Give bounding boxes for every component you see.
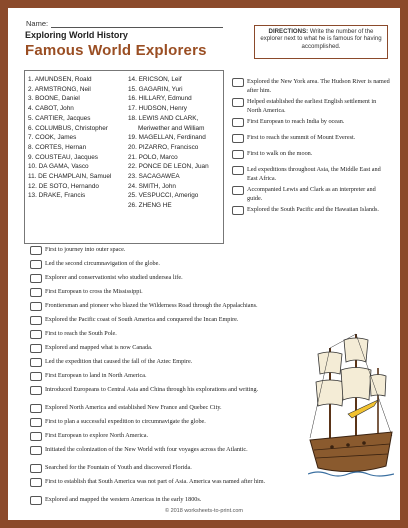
clue-text: Explorer and conservationist who studied undersea life. — [45, 274, 183, 281]
explorer-name: 4. CABOT, John — [28, 105, 74, 113]
worksheet — [8, 8, 400, 520]
clue-text: Explored the New York area. The Hudson River is named after him. — [247, 78, 390, 94]
explorer-name: 15. GAGARIN, Yuri — [128, 85, 183, 93]
clue-item — [232, 150, 392, 159]
answer-box[interactable] — [30, 344, 42, 353]
explorer-name: 8. CORTES, Hernan — [28, 143, 87, 151]
answer-box[interactable] — [30, 246, 42, 255]
answer-box[interactable] — [30, 330, 42, 339]
clue-text: First European to explore North America. — [45, 432, 149, 439]
explorer-name: 17. HUDSON, Henry — [128, 105, 187, 113]
clue-text: First to reach the South Pole. — [45, 330, 117, 337]
explorer-name: 7. COOK, James — [28, 134, 77, 142]
explorer-name: 14. ERICSON, Leif — [128, 76, 182, 83]
explorer-name: 23. SACAGAWEA — [128, 173, 180, 181]
answer-box[interactable] — [30, 316, 42, 325]
clue-item — [30, 446, 304, 455]
ship-illustration — [308, 328, 394, 488]
answer-box[interactable] — [30, 372, 42, 381]
explorer-list-right — [128, 75, 220, 211]
clue-item — [232, 166, 392, 183]
explorer-name: 21. POLO, Marco — [128, 153, 178, 161]
clue-text: Explored and mapped what is now Canada. — [45, 344, 153, 351]
clue-text: Searched for the Fountain of Youth and discovered Florida. — [45, 464, 192, 471]
clue-item — [30, 246, 304, 255]
page-title: Famous World Explorers — [25, 42, 207, 59]
clue-item — [30, 372, 304, 381]
clue-text: First to walk on the moon. — [247, 150, 313, 157]
clue-item — [232, 134, 392, 143]
answer-box[interactable] — [232, 78, 244, 87]
answer-box[interactable] — [232, 118, 244, 127]
answer-box[interactable] — [30, 260, 42, 269]
clue-text: Explored the Pacific coast of South America and conquered the Incan Empire. — [45, 316, 239, 323]
explorer-name: 2. ARMSTRONG, Neil — [28, 85, 91, 93]
clue-item — [30, 344, 304, 353]
clue-item — [30, 478, 304, 487]
clue-text: First European to cross the Mississippi. — [45, 288, 143, 295]
clue-text: First European to reach India by ocean. — [247, 118, 345, 125]
answer-box[interactable] — [30, 288, 42, 297]
name-label: Name: — [26, 19, 49, 28]
name-field[interactable] — [51, 20, 223, 28]
clue-item — [232, 118, 392, 127]
clue-text: Frontiersman and pioneer who blazed the Wilderness Road through the Appalachians. — [45, 302, 258, 309]
explorer-name: 22. PONCE DE LEON, Juan — [128, 163, 209, 171]
explorer-name: 1. AMUNDSEN, Roald — [28, 76, 92, 83]
explorer-name: 13. DRAKE, Francis — [28, 192, 86, 200]
explorer-name: 16. HILLARY, Edmund — [128, 95, 192, 103]
answer-box[interactable] — [30, 302, 42, 311]
clue-item — [30, 464, 304, 473]
answer-box[interactable] — [30, 478, 42, 487]
explorer-list-box — [24, 70, 224, 244]
clue-text: Accompanied Lewis and Clark as an interpreter and guide. — [247, 186, 376, 202]
clue-text: Explored North America and established New France and Quebec City. — [45, 404, 222, 411]
answer-box[interactable] — [30, 446, 42, 455]
answer-box[interactable] — [232, 98, 244, 107]
explorer-name: 24. SMITH, John — [128, 182, 176, 190]
clue-text: First to journey into outer space. — [45, 246, 126, 253]
explorer-name: 6. COLUMBUS, Christopher — [28, 124, 108, 132]
answer-box[interactable] — [30, 386, 42, 395]
clue-item — [30, 358, 304, 367]
clue-text: Explored and mapped the western Americas in the early 1800s. — [45, 496, 202, 503]
clue-text: First European to land in North America. — [45, 372, 147, 379]
clue-text: First to establish that South America was not part of Asia. America was named after him. — [45, 478, 266, 485]
answer-box[interactable] — [232, 150, 244, 159]
explorer-name: 25. VESPUCCI, Amerigo — [128, 192, 199, 200]
clue-item — [30, 260, 304, 269]
explorer-name: 26. ZHENG HE — [128, 202, 172, 210]
explorer-name: 5. CARTIER, Jacques — [28, 114, 91, 122]
clue-item — [232, 98, 392, 115]
name-row — [26, 19, 223, 28]
answer-box[interactable] — [30, 358, 42, 367]
answer-box[interactable] — [232, 134, 244, 143]
clue-item — [232, 186, 392, 203]
directions-text: Write the number of the explorer next to what he is famous for having accomplished. — [260, 28, 382, 50]
explorer-list-left — [28, 75, 120, 201]
clue-text: Explored the South Pacific and the Hawaiian Islands. — [247, 206, 379, 213]
clue-text: Helped established the earliest English settlement in North America. — [247, 98, 377, 114]
explorer-name: 20. PIZARRO, Francisco — [128, 143, 199, 151]
directions-label: DIRECTIONS: — [268, 28, 309, 35]
subtitle: Exploring World History — [25, 30, 128, 40]
clue-item — [232, 206, 392, 215]
explorer-name: 9. COUSTEAU, Jacques — [28, 153, 98, 161]
clue-item — [30, 496, 304, 505]
answer-box[interactable] — [232, 186, 244, 195]
clue-text: First to plan a successful expedition to circumnavigate the globe. — [45, 418, 206, 425]
answer-box[interactable] — [232, 166, 244, 175]
clue-text: Led the expedition that caused the fall of the Aztec Empire. — [45, 358, 193, 365]
clue-item — [30, 404, 304, 413]
answer-box[interactable] — [30, 464, 42, 473]
clue-item — [30, 316, 304, 325]
clue-item — [30, 418, 304, 427]
explorer-name: 11. DE CHAMPLAIN, Samuel — [28, 173, 112, 181]
clue-item — [30, 288, 304, 297]
answer-box[interactable] — [30, 274, 42, 283]
answer-box[interactable] — [30, 418, 42, 427]
clue-text: First to reach the summit of Mount Everest. — [247, 134, 356, 141]
clue-text: Introduced Europeans to Central Asia and China through his explorations and writing. — [45, 386, 259, 393]
clue-item — [30, 330, 304, 339]
explorer-name: 10. DA GAMA, Vasco — [28, 163, 89, 171]
clue-item — [30, 386, 304, 395]
directions-box — [254, 25, 388, 59]
explorer-name: 18. LEWIS AND CLARK, Meriwether and William — [128, 114, 205, 132]
clue-text: Initiated the colonization of the New World with four voyages across the Atlantic. — [45, 446, 248, 453]
clue-text: Led expeditions throughout Asia, the Middle East and East Africa. — [247, 166, 381, 182]
footer-copyright: © 2018 worksheets-to-print.com — [164, 508, 244, 514]
clue-item — [232, 78, 392, 95]
clue-text: Led the second circumnavigation of the globe. — [45, 260, 160, 267]
answer-box[interactable] — [30, 404, 42, 413]
answer-box[interactable] — [30, 432, 42, 441]
explorer-name: 12. DE SOTO, Hernando — [28, 182, 99, 190]
answer-box[interactable] — [30, 496, 42, 505]
clue-item — [30, 274, 304, 283]
answer-box[interactable] — [232, 206, 244, 215]
explorer-name: 19. MAGELLAN, Ferdinand — [128, 134, 206, 142]
clue-item — [30, 432, 304, 441]
explorer-name: 3. BOONE, Daniel — [28, 95, 80, 103]
clue-item — [30, 302, 304, 311]
